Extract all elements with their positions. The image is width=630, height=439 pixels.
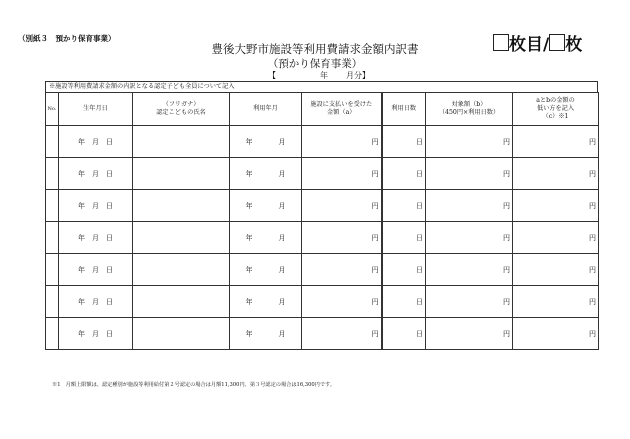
yen-unit: 円 xyxy=(503,297,510,306)
billing-period xyxy=(268,70,370,81)
period-month-label: 月分】 xyxy=(346,71,370,80)
table-row xyxy=(46,254,599,286)
page-counter-suffix: 枚 xyxy=(565,35,583,55)
header-use-days: 利用日数 xyxy=(382,93,426,126)
target-amount-cell[interactable] xyxy=(426,286,513,318)
period-month-blank[interactable] xyxy=(328,70,346,81)
child-name-cell[interactable] xyxy=(133,158,230,190)
use-year-label: 年 xyxy=(245,265,253,274)
yen-unit: 円 xyxy=(503,201,510,210)
child-name-cell[interactable] xyxy=(133,286,230,318)
yen-unit: 円 xyxy=(371,201,379,210)
use-month-label: 月 xyxy=(278,329,286,338)
birthdate-label: 年 月 日 xyxy=(78,265,113,274)
target-amount-cell[interactable] xyxy=(426,126,513,158)
yen-unit: 円 xyxy=(371,297,379,306)
target-amount-cell[interactable] xyxy=(426,222,513,254)
yen-unit: 円 xyxy=(503,329,510,338)
period-year-blank[interactable] xyxy=(276,70,320,81)
use-year-label: 年 xyxy=(245,329,253,338)
birthdate-cell[interactable] xyxy=(59,222,133,254)
use-month-label: 月 xyxy=(278,233,286,242)
use-year-label: 年 xyxy=(245,137,253,146)
header-child-name xyxy=(133,93,230,126)
use-month-cell[interactable] xyxy=(230,190,302,222)
child-name-cell[interactable] xyxy=(133,254,230,286)
birthdate-cell[interactable] xyxy=(59,126,133,158)
paid-amount-cell[interactable] xyxy=(302,286,382,318)
birthdate-cell[interactable] xyxy=(59,318,133,350)
day-unit: 日 xyxy=(416,233,423,242)
header-lower-2: 低い方を記入 xyxy=(536,105,575,112)
header-no: No. xyxy=(46,93,59,126)
row-no-cell[interactable] xyxy=(46,190,59,222)
birthdate-label: 年 月 日 xyxy=(78,329,113,338)
header-paid-1: 施設に支払いを受けた xyxy=(310,101,373,108)
yen-unit: 円 xyxy=(371,169,379,178)
paid-amount-cell[interactable] xyxy=(302,222,382,254)
footnote: ※1 月額上限額は、認定種別が施設等利用給付第２号認定の場合は月額11,300円、第３号認定の場合は16,300円です。 xyxy=(52,382,335,388)
yen-unit: 円 xyxy=(371,329,379,338)
child-name-cell[interactable] xyxy=(133,222,230,254)
yen-unit: 円 xyxy=(503,169,510,178)
row-no-cell[interactable] xyxy=(46,286,59,318)
table-row xyxy=(46,158,599,190)
yen-unit: 円 xyxy=(589,201,596,210)
paid-amount-cell[interactable] xyxy=(302,158,382,190)
period-open-bracket: 【 xyxy=(268,71,276,80)
use-year-label: 年 xyxy=(245,201,253,210)
yen-unit: 円 xyxy=(371,137,379,146)
use-month-cell[interactable] xyxy=(230,126,302,158)
paid-amount-cell[interactable] xyxy=(302,254,382,286)
use-year-label: 年 xyxy=(245,169,253,178)
table-row xyxy=(46,318,599,350)
day-unit: 日 xyxy=(416,265,423,274)
yen-unit: 円 xyxy=(589,329,596,338)
day-unit: 日 xyxy=(416,169,423,178)
use-month-cell[interactable] xyxy=(230,286,302,318)
use-month-cell[interactable] xyxy=(230,254,302,286)
use-month-label: 月 xyxy=(278,297,286,306)
birthdate-label: 年 月 日 xyxy=(78,297,113,306)
birthdate-cell[interactable] xyxy=(59,158,133,190)
lower-amount-cell[interactable] xyxy=(513,286,599,318)
child-name-cell[interactable] xyxy=(133,126,230,158)
use-month-cell[interactable] xyxy=(230,158,302,190)
birthdate-label: 年 月 日 xyxy=(78,169,113,178)
header-target-2: （450円×利用日数） xyxy=(438,109,500,116)
use-month-cell[interactable] xyxy=(230,222,302,254)
paid-amount-cell[interactable] xyxy=(302,318,382,350)
target-amount-cell[interactable] xyxy=(426,318,513,350)
header-birthdate: 生年月日 xyxy=(59,93,133,126)
table-row xyxy=(46,286,599,318)
use-days-cell[interactable] xyxy=(382,222,426,254)
use-days-cell[interactable] xyxy=(382,254,426,286)
yen-unit: 円 xyxy=(589,233,596,242)
child-name-cell[interactable] xyxy=(133,318,230,350)
page-counter-of: 枚目/ xyxy=(509,35,550,55)
header-kana: （フリガナ） xyxy=(162,101,200,108)
lower-amount-cell[interactable] xyxy=(513,190,599,222)
use-year-label: 年 xyxy=(245,233,253,242)
day-unit: 日 xyxy=(416,329,423,338)
lower-amount-cell[interactable] xyxy=(513,126,599,158)
row-no-cell[interactable] xyxy=(46,318,59,350)
use-month-label: 月 xyxy=(278,137,286,146)
yen-unit: 円 xyxy=(589,137,596,146)
document-title: 豊後大野市施設等利用費請求金額内訳書 xyxy=(211,42,419,56)
use-year-label: 年 xyxy=(245,297,253,306)
table-header-row xyxy=(46,93,599,126)
row-no-cell[interactable] xyxy=(46,158,59,190)
table-row xyxy=(46,126,599,158)
yen-unit: 円 xyxy=(589,297,596,306)
header-lower-1: aとbの金額の xyxy=(536,97,575,104)
paid-amount-cell[interactable] xyxy=(302,190,382,222)
header-target-1: 対象額（b） xyxy=(451,101,487,108)
use-month-cell[interactable] xyxy=(230,318,302,350)
day-unit: 日 xyxy=(416,137,423,146)
yen-unit: 円 xyxy=(371,233,379,242)
yen-unit: 円 xyxy=(503,265,510,274)
use-month-label: 月 xyxy=(278,265,286,274)
target-amount-cell[interactable] xyxy=(426,158,513,190)
use-month-label: 月 xyxy=(278,201,286,210)
header-target-amount xyxy=(426,93,513,126)
use-days-cell[interactable] xyxy=(382,190,426,222)
use-month-label: 月 xyxy=(278,169,286,178)
birthdate-label: 年 月 日 xyxy=(78,137,113,146)
header-paid-2: 金額（a） xyxy=(327,109,356,116)
lower-amount-cell[interactable] xyxy=(513,318,599,350)
target-amount-cell[interactable] xyxy=(426,190,513,222)
day-unit: 日 xyxy=(416,297,423,306)
lower-amount-cell[interactable] xyxy=(513,222,599,254)
period-year-label: 年 xyxy=(320,71,328,80)
use-days-cell[interactable] xyxy=(382,126,426,158)
header-lower-3: （c）※1 xyxy=(542,113,569,120)
row-no-cell[interactable] xyxy=(46,222,59,254)
paid-amount-cell[interactable] xyxy=(302,126,382,158)
annex-label: （別紙３ 預かり保育事業） xyxy=(18,34,116,43)
birthdate-label: 年 月 日 xyxy=(78,233,113,242)
table-row xyxy=(46,190,599,222)
header-lower-amount xyxy=(513,93,599,126)
yen-unit: 円 xyxy=(589,265,596,274)
birthdate-cell[interactable] xyxy=(59,286,133,318)
yen-unit: 円 xyxy=(503,137,510,146)
use-days-cell[interactable] xyxy=(382,318,426,350)
table-row xyxy=(46,222,599,254)
header-paid-amount xyxy=(302,93,382,126)
birthdate-cell[interactable] xyxy=(59,254,133,286)
use-days-cell[interactable] xyxy=(382,286,426,318)
document-subtitle: （預かり保育事業） xyxy=(267,58,363,70)
child-name-cell[interactable] xyxy=(133,190,230,222)
lower-amount-cell[interactable] xyxy=(513,254,599,286)
yen-unit: 円 xyxy=(371,265,379,274)
row-no-cell[interactable] xyxy=(46,126,59,158)
header-use-month: 利用年月 xyxy=(230,93,302,126)
birthdate-cell[interactable] xyxy=(59,190,133,222)
day-unit: 日 xyxy=(416,201,423,210)
lower-amount-cell[interactable] xyxy=(513,158,599,190)
yen-unit: 円 xyxy=(503,233,510,242)
use-days-cell[interactable] xyxy=(382,158,426,190)
notice-text: ※施設等利用費請求金額の内訳となる認定子ども全員について記入 xyxy=(45,81,598,92)
yen-unit: 円 xyxy=(589,169,596,178)
target-amount-cell[interactable] xyxy=(426,254,513,286)
breakdown-table xyxy=(45,92,599,350)
birthdate-label: 年 月 日 xyxy=(78,201,113,210)
row-no-cell[interactable] xyxy=(46,254,59,286)
header-name: 認定こどもの氏名 xyxy=(156,109,206,116)
